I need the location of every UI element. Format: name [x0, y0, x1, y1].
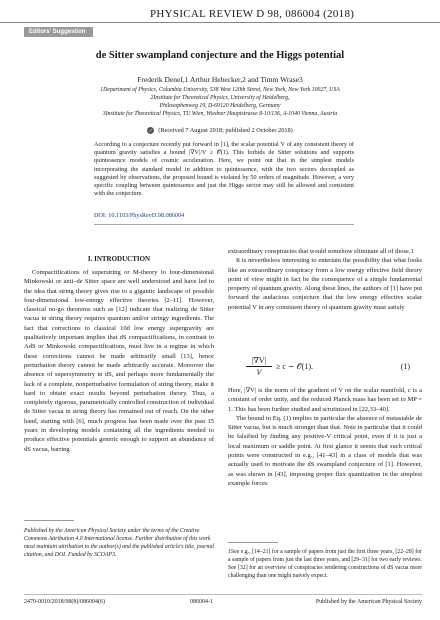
equation-numerator: |∇V| [251, 356, 267, 365]
right-paragraph-3: Here, |∇V| is the norm of the gradient of V on the scalar manifold, c is a constant of order unity, and the reduced Planck mass has been set to MP = 1. This has been further studied and scrutinized in [22,33–40]. [228, 387, 422, 413]
footnote-rule-right [228, 542, 278, 543]
editors-suggestion-tag: Editors' Suggestion [24, 27, 93, 37]
equation-1 [240, 356, 416, 382]
received-text: (Received 7 August 2018; published 2 October 2018) [158, 127, 293, 134]
header-rule [0, 22, 440, 23]
abstract: According to a conjecture recently put forward in [1], the scalar potential V of any consistent theory of quantum gravity satisfies a bound |∇V|/V ≥ 𝒪(1). This forbids de Sitter solutions and supports quintessence models of cosmic acceleration. Here, we point out that in the simplest models incorporating the standard model in addition to quintessence, with the two sectors decoupled as suggested by observations, the proposed bound is violated by 50 orders of magnitude. However, a very specific coupling between quintessence and just the Higgs sector may still be allowed and consistent with the conjecture. [94, 141, 354, 198]
footnote-1: 1See e.g., [14–21] for a sample of papers from just the first three years, [22–28] for a sample of papers from just the last three years, and [29–31] for two early reviews. See [32] for an overview of conspiracies rendering constructions of dS vacua more challenging than one might naively expect. [228, 549, 422, 579]
crossmark-icon[interactable]: ✓ [148, 128, 153, 134]
equation-fraction [246, 356, 272, 377]
right-paragraph-1: extraordinary conspiracies that would somehow eliminate all of those.1 [228, 248, 414, 255]
left-column [24, 268, 214, 454]
right-paragraph-2: It is nevertheless interesting to entertain the possibility that what looks like an extraordinary conspiracy from a low energy effective field theory point of view might in fact be the consequence of a simple fundamental property of quantum gravity. Along these lines, the authors of [1] have put forward the audacious conjecture that the low energy effective scalar potential V in any consistent theory of quantum gravity must satisfy [228, 257, 422, 311]
footnote-rule-left [24, 520, 74, 521]
fraction-bar [246, 366, 272, 367]
section-heading: I. INTRODUCTION [87, 255, 151, 263]
doi-link[interactable]: DOI: 10.1103/PhysRevD.98.086004 [94, 212, 185, 219]
affiliation-1: 1Department of Physics, Columbia University, 538 West 120th Street, New York, New York 10027, USA [100, 87, 340, 93]
abstract-rule [94, 224, 354, 225]
equation-number: (1) [400, 362, 410, 371]
affiliation-2-address: Philosophenweg 19, D-69120 Heidelberg, Germany [159, 103, 281, 109]
paper-title: de Sitter swampland conjecture and the Higgs potential [95, 50, 345, 61]
right-column-bottom [228, 386, 422, 488]
footer-publisher: Published by the American Physical Society [315, 599, 422, 605]
affiliation-3: 3Institute for Theoretical Physics, TU Wien, Wiedner Hauptstrasse 8-10/136, A-1040 Vienna, Austria [102, 111, 338, 117]
right-column-top [228, 247, 422, 312]
intro-paragraph: Compactifications of superstring or M-theory to four-dimensional Minkowski or anti–de Sitter space are well understood and have led to the idea that string theory gives rise to a gigantic landscape of possible four-dimensional low-energy effective theories [2–11]. However, classical no-go theorems such as [12] indicate that realizing de Sitter vacua in string theory requires quantum and/or stringy ingredients. The fact that corrections to classical 10d low energy supergravity are qualitatively important implies that dS compactifications, in contrast to AdS or Minkowski compactifications, must live in a regime in which these corrections cannot be made arbitrarily small [13], hence perturbation theory cannot be made arbitrarily accurate. Moreover the absence of supersymmetry in dS, and perhaps more fundamentally the lack of a complete, nonperturbative formulation of string theory, make it hard to obtain exact results beyond perturbation theory. Thus, a completely rigorous, parametrically controlled construction of individual de Sitter vacua in string theory has remained out of reach. On the other hand, starting with [6], much progress has been made over the past 15 years in developing models containing all the ingredients needed to produce effective potentials generic enough to support an abundance of dS vacua, barring [24, 269, 214, 453]
footer-issn: 2470-0010/2018/98(8)/086004(6) [24, 599, 105, 605]
affiliation-2: 2Institute for Theoretical Physics, University of Heidelberg, [150, 95, 290, 101]
license-footnote: Published by the American Physical Society under the terms of the Creative Commons Attribution 4.0 International license. Further distribution of this work must maintain attribution to the author(s) and the published article's title, journal citation, and DOI. Funded by SCOAP3. [24, 528, 214, 558]
received-dates [0, 127, 440, 134]
equation-denominator: V [256, 368, 262, 377]
author-list: Frederik Denef,1 Arthur Hebecker,2 and Timm Wrase3 [137, 75, 303, 84]
journal-header: PHYSICAL REVIEW D 98, 086004 (2018) [150, 8, 355, 20]
footer-rule [24, 594, 422, 595]
right-paragraph-4: The bound in Eq. (1) implies in particular the absence of metastable de Sitter vacua, but is much stronger than that. Note in particular that it could be falsified by finding any positive-V critical point, even if it is just a local maximum or saddle point. At first glance it seems that such critical points were constructed in e.g., [41–43] in a class of models that was actually used to motivate the dS swampland conjecture of [1]. However, as was shown in [43], imposing proper flux quantization in the simplest example forces [228, 414, 422, 487]
footer-page: 086004-1 [190, 599, 213, 605]
equation-relation: ≥ c ∼ 𝒪(1). [276, 362, 314, 371]
